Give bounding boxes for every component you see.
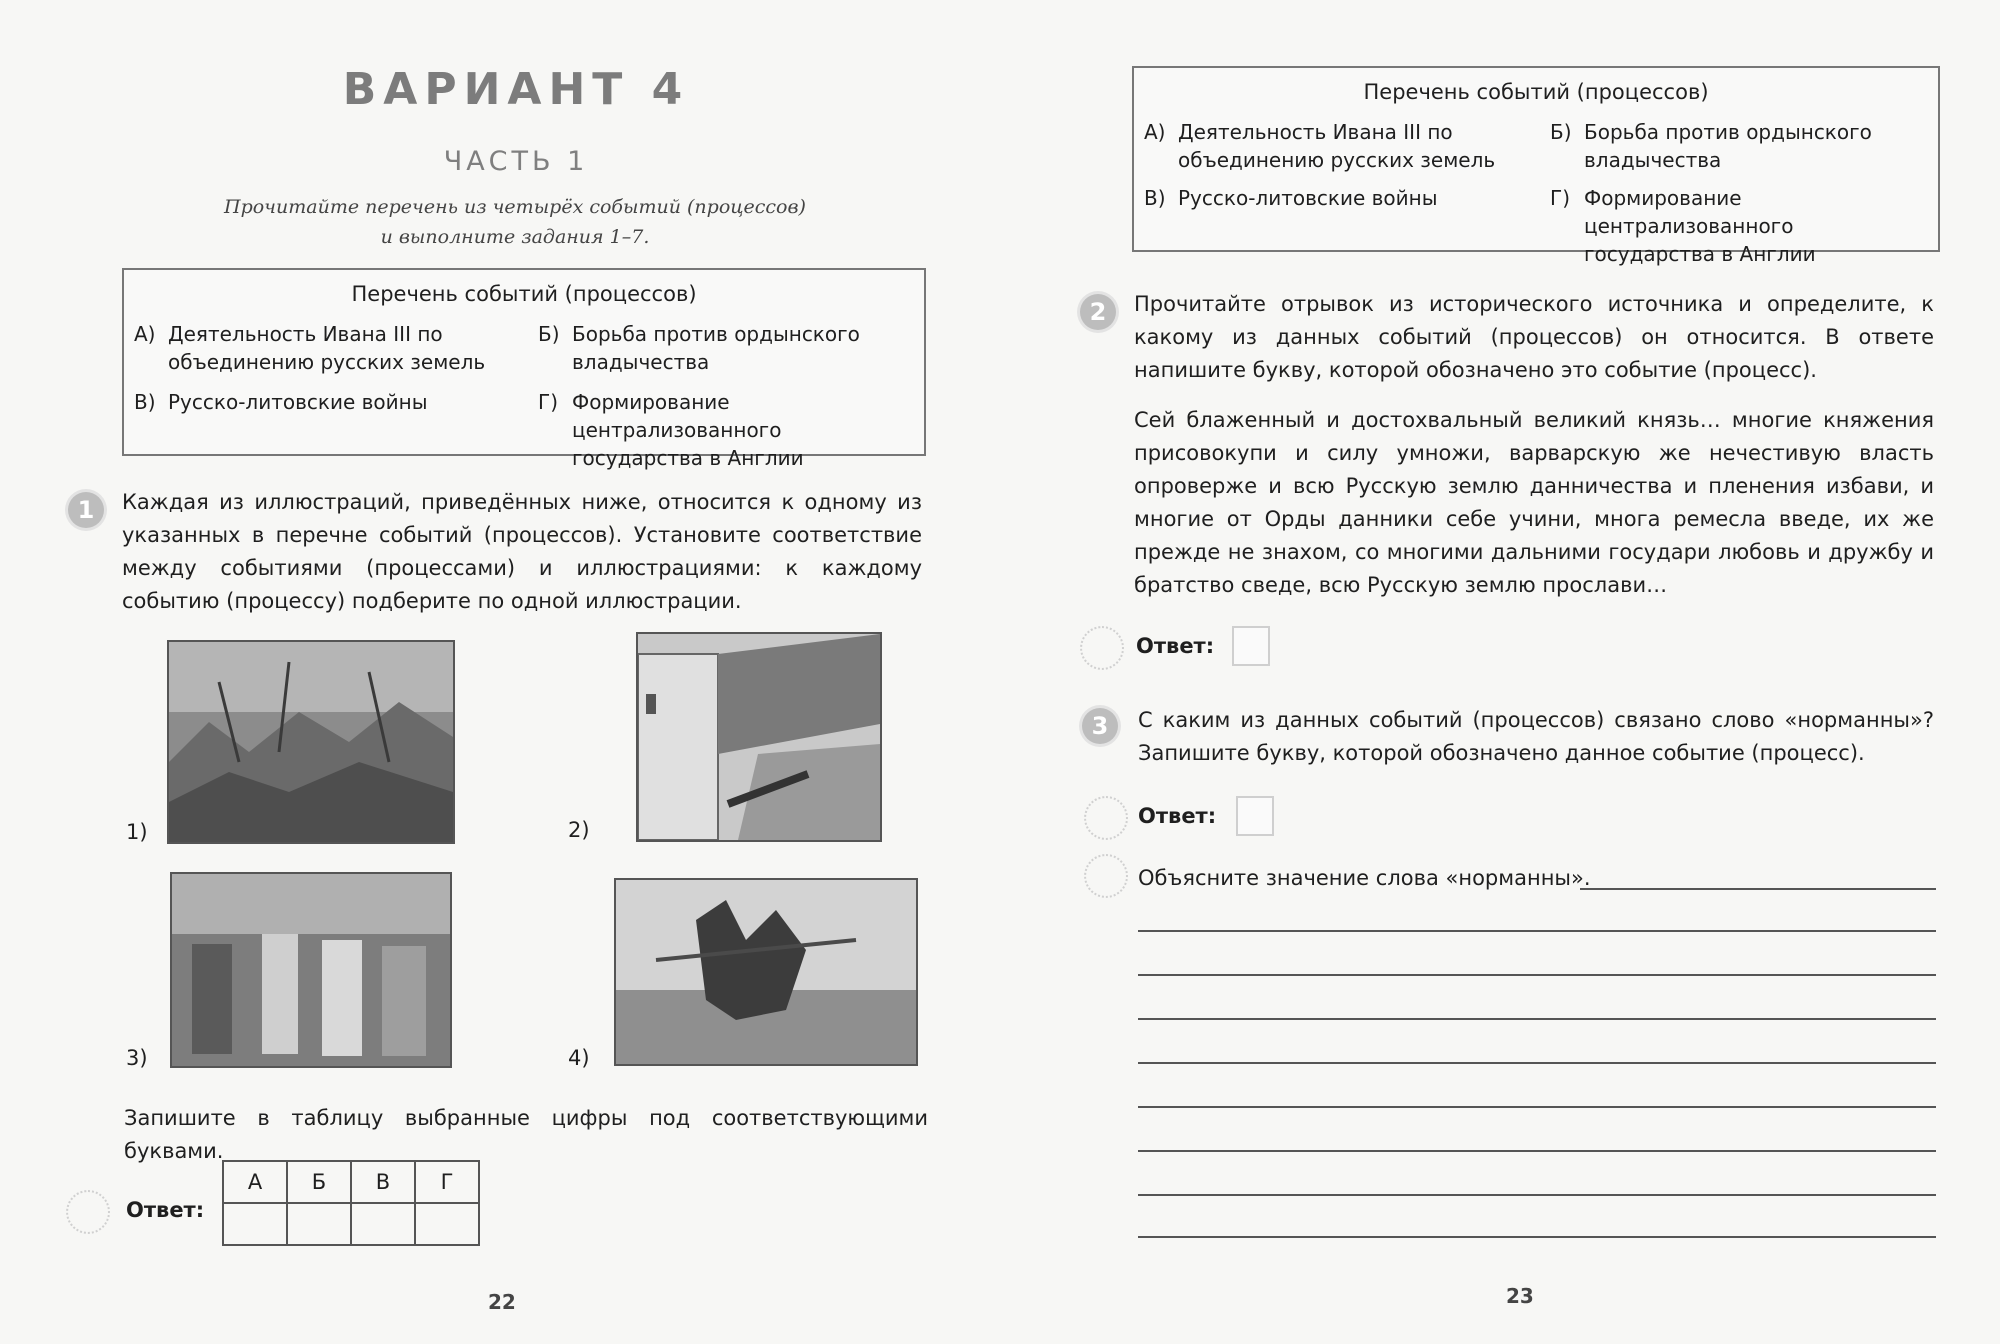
events-list-title: Перечень событий (процессов) — [351, 282, 697, 306]
event-item-v: В) Русско-литовские войны — [134, 390, 428, 414]
illustration-1 — [167, 640, 455, 844]
score-circle-q3-explain — [1084, 854, 1128, 898]
answer-box-q2[interactable] — [1232, 626, 1270, 666]
event-item-g-right: Г) Формирование централизованного государства в Англии — [1550, 186, 1816, 266]
answer-header-v: В — [351, 1161, 415, 1203]
event-item-b-right: Б) Борьба против ордынского владычества — [1550, 120, 1872, 172]
illustration-label-4: 4) — [568, 1046, 590, 1070]
question-2-badge: 2 — [1080, 294, 1116, 330]
answer-header-a: А — [223, 1161, 287, 1203]
score-circle-q3 — [1084, 796, 1128, 840]
answer-header-b: Б — [287, 1161, 351, 1203]
answer-label-q3: Ответ: — [1138, 804, 1217, 828]
answer-cell-v[interactable] — [351, 1203, 415, 1245]
illustration-2 — [636, 632, 882, 842]
write-line-5[interactable] — [1138, 1062, 1936, 1064]
illustration-label-1: 1) — [126, 820, 148, 844]
events-list-box-right — [1132, 66, 1940, 266]
write-line-4[interactable] — [1138, 1018, 1936, 1020]
write-line-3[interactable] — [1138, 974, 1936, 976]
write-line-2[interactable] — [1138, 930, 1936, 932]
answer-label-q1: Ответ: — [126, 1198, 205, 1222]
instruction-text: Запишите в таблицу выбранные цифры под соответствующими буквами. — [124, 1106, 928, 1163]
question-3-badge: 3 — [1082, 708, 1118, 744]
illustration-4 — [614, 878, 918, 1066]
intro-line-1: Прочитайте перечень из четырёх событий (процессов) — [224, 196, 806, 218]
illustration-label-3: 3) — [126, 1046, 148, 1070]
answer-cell-g[interactable] — [415, 1203, 479, 1245]
score-circle-q1 — [66, 1190, 110, 1234]
variant-title: ВАРИАНТ 4 — [342, 64, 690, 115]
part-heading: ЧАСТЬ 1 — [443, 146, 589, 177]
page-number-right: 23 — [1506, 1284, 1534, 1308]
event-item-a: А) Деятельность Ивана III по объединению русских земель — [134, 322, 486, 374]
answer-box-q3[interactable] — [1236, 796, 1274, 836]
court-scene-image — [172, 874, 450, 1066]
write-line-8[interactable] — [1138, 1194, 1936, 1196]
write-line-6[interactable] — [1138, 1106, 1936, 1108]
event-item-b: Б) Борьба против ордынского владычества — [538, 322, 860, 374]
event-item-v-right: В) Русско-литовские войны — [1144, 186, 1438, 210]
write-line-7[interactable] — [1138, 1150, 1936, 1152]
score-circle-q2 — [1080, 626, 1124, 670]
events-list-title-right: Перечень событий (процессов) — [1363, 80, 1709, 104]
answer-label-q2: Ответ: — [1136, 634, 1215, 658]
right-page — [1000, 0, 2000, 1344]
event-item-a-right: А) Деятельность Ивана III по объединению русских земель — [1144, 120, 1496, 172]
event-item-g: Г) Формирование централизованного государства в Англии — [538, 390, 804, 470]
answer-header-g: Г — [415, 1161, 479, 1203]
answer-cell-a[interactable] — [223, 1203, 287, 1245]
write-line-9[interactable] — [1138, 1236, 1936, 1238]
illustration-3 — [170, 872, 452, 1068]
illustration-label-2: 2) — [568, 818, 590, 842]
castle-siege-image — [638, 634, 880, 840]
question-2-text: Прочитайте отрывок из исторического источника и определите, к какому из данных событий (процессов) он относится. В ответе напишите букву, которой обозначено это событие (процесс). — [1134, 292, 1934, 382]
duel-scene-image — [616, 880, 916, 1064]
intro-line-2: и выполните задания 1–7. — [380, 226, 650, 248]
question-3-text: С каким из данных событий (процессов) связано слово «норманны»? Запишите букву, которой обозначено данное событие (процесс). — [1138, 708, 1934, 765]
events-list-box — [122, 268, 926, 470]
intro-text — [150, 192, 880, 252]
page-number-left: 22 — [488, 1290, 516, 1314]
source-excerpt: Сей блаженный и достохвальный великий князь… многие княжения присовокупи и силу умножи, варварскую же нечестивую власть опровержe и всю Русскую землю данничества и пленения избави, и многие от Орды данники себе учини, многа ремесла введе, их же прежде не знахом, со многими дальними государи любовь и дружбу и братство сведе, всю Русскую землю прослави… — [1134, 408, 1934, 597]
battle-scene-image — [169, 642, 453, 842]
question-1-text: Каждая из иллюстраций, приведённых ниже, относится к одному из указанных в перечне событий (процессов). Установите соответствие между событиями (процессами) и иллюстрациями: к каждому событию (процессу) подберите по одной иллюстрации. — [122, 490, 922, 613]
write-line-1[interactable] — [1580, 888, 1936, 890]
answer-cell-b[interactable] — [287, 1203, 351, 1245]
question-1-badge: 1 — [68, 492, 104, 528]
explain-prompt: Объясните значение слова «норманны». — [1138, 866, 1591, 890]
answer-table-q1 — [222, 1160, 480, 1246]
